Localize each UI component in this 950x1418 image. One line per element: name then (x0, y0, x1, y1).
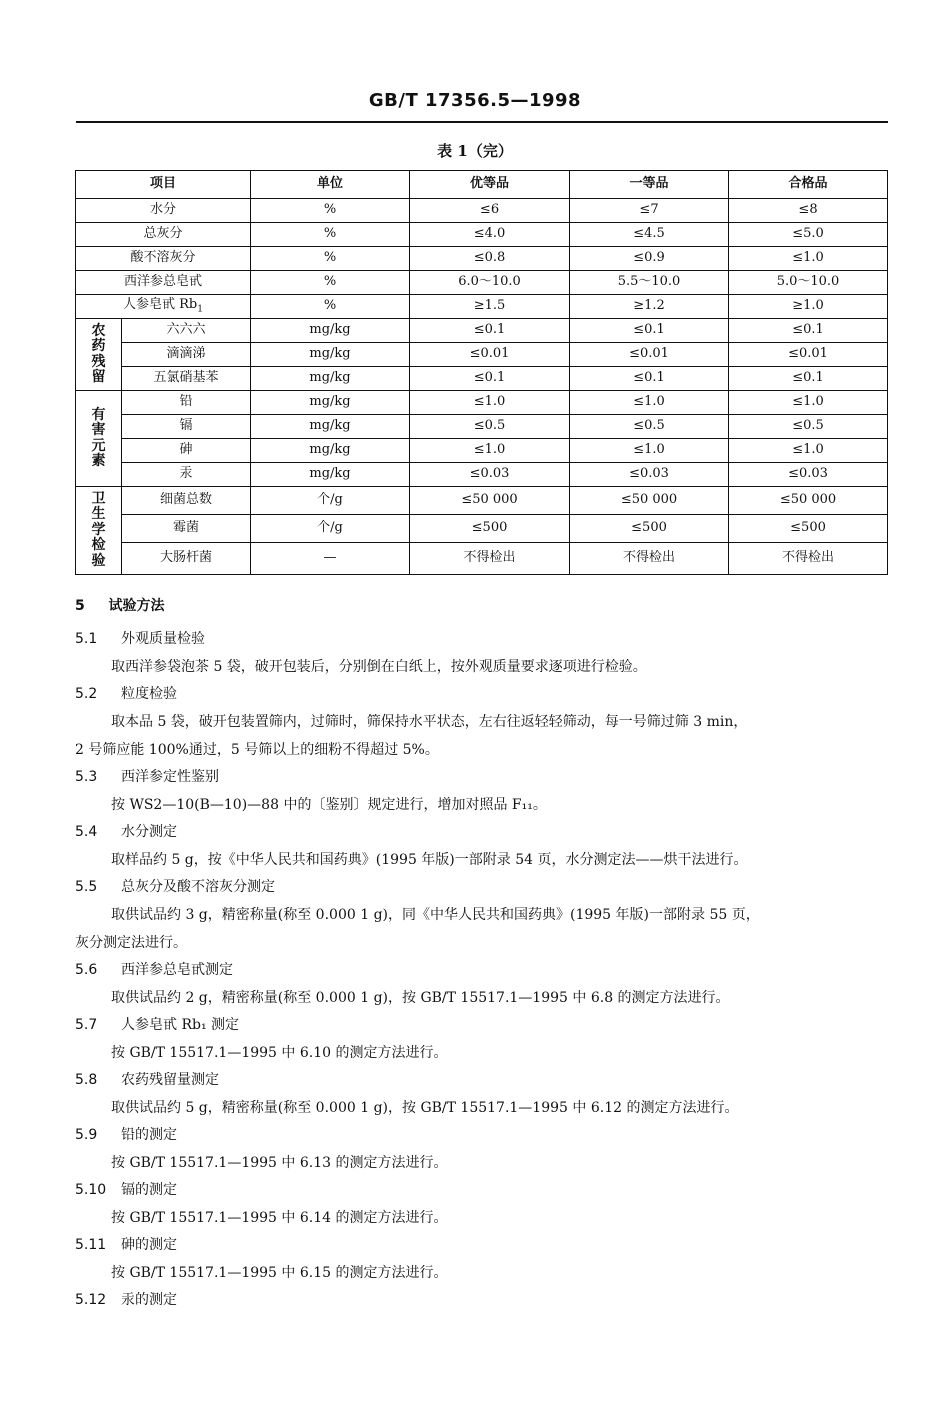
section-title-text: 试验方法 (108, 598, 165, 614)
subsection-title: 西洋参定性鉴别 (121, 769, 219, 785)
subsection-number: 5.7 (75, 1017, 98, 1033)
value-cell: ≤0.1 (570, 319, 729, 343)
unit-cell: mg/kg (251, 343, 410, 367)
section-item (75, 1232, 887, 1287)
group-label-char: 有 (91, 406, 106, 423)
subsection-number: 5.4 (75, 824, 98, 840)
value-cell: ≤1.0 (729, 439, 888, 463)
header-rule (76, 121, 888, 123)
section-5 (75, 592, 887, 1314)
table-row (76, 343, 888, 367)
group-label-char: 元 (91, 437, 106, 454)
paragraph-line: 取供试品约 3 g，精密称量(称至 0.000 1 g)，同《中华人民共和国药典》(1995 年版)一部附录 55 页， (111, 907, 760, 923)
paragraph-line: 灰分测定法进行。 (75, 935, 187, 951)
unit-cell: % (251, 247, 410, 271)
value-cell: ≥1.2 (570, 295, 729, 319)
subsection-title: 农药残留量测定 (121, 1072, 219, 1088)
item-cell: 总灰分 (76, 223, 251, 247)
item-cell: 水分 (76, 199, 251, 223)
table-caption: 表 1（完） (437, 142, 513, 160)
item-cell: 大肠杆菌 (122, 543, 251, 575)
group-label-cell (76, 487, 122, 575)
unit-cell: mg/kg (251, 463, 410, 487)
subsection-heading (75, 957, 887, 984)
table-row (76, 543, 888, 575)
group-label-cell (76, 391, 122, 487)
unit-cell: mg/kg (251, 391, 410, 415)
item-cell: 酸不溶灰分 (76, 247, 251, 271)
section-item (75, 1012, 887, 1067)
unit-cell: 个/g (251, 487, 410, 515)
subsection-heading (75, 626, 887, 653)
table-row (76, 515, 888, 543)
group-label-char: 学 (91, 521, 106, 538)
paragraph-line: 取样品约 5 g，按《中华人民共和国药典》(1995 年版)一部附录 54 页，水分测定法——烘干法进行。 (111, 852, 748, 868)
item-cell: 西洋参总皂甙 (76, 271, 251, 295)
section-item (75, 681, 887, 764)
subsection-heading (75, 764, 887, 791)
value-cell: ≤0.1 (410, 367, 570, 391)
unit-cell: % (251, 271, 410, 295)
item-cell (76, 295, 251, 319)
section-item (75, 957, 887, 1012)
value-cell: ≤1.0 (410, 391, 570, 415)
value-cell: ≤4.5 (570, 223, 729, 247)
value-cell: ≤50 000 (729, 487, 888, 515)
unit-cell: — (251, 543, 410, 575)
value-cell: ≤0.8 (410, 247, 570, 271)
table-row (76, 295, 888, 319)
value-cell: ≤0.1 (729, 319, 888, 343)
unit-cell: mg/kg (251, 439, 410, 463)
subsection-title: 镉的测定 (121, 1182, 177, 1198)
item-cell: 镉 (122, 415, 251, 439)
item-cell: 霉菌 (122, 515, 251, 543)
subsection-heading (75, 1122, 887, 1149)
paragraph-line: 取供试品约 2 g，精密称量(称至 0.000 1 g)，按 GB/T 15517.1—1995 中 6.8 的测定方法进行。 (111, 990, 730, 1006)
value-cell: ≤500 (729, 515, 888, 543)
value-cell: ≤1.0 (570, 439, 729, 463)
value-cell: ≤0.03 (570, 463, 729, 487)
value-cell: ≤1.0 (410, 439, 570, 463)
section-items (75, 626, 887, 1314)
item-cell: 六六六 (122, 319, 251, 343)
group-label-char: 留 (91, 368, 106, 385)
header-cell: 项目 (76, 171, 251, 199)
value-cell: ≤0.5 (570, 415, 729, 439)
table-row (76, 415, 888, 439)
unit-cell: 个/g (251, 515, 410, 543)
item-cell: 滴滴涕 (122, 343, 251, 367)
value-cell: 5.0～10.0 (729, 271, 888, 295)
value-cell: ≤0.01 (570, 343, 729, 367)
subsection-heading (75, 1177, 887, 1204)
subsection-number: 5.5 (75, 879, 98, 895)
table-row (76, 463, 888, 487)
unit-cell: mg/kg (251, 415, 410, 439)
table-row (76, 439, 888, 463)
group-label-char: 卫 (91, 491, 106, 508)
value-cell: ≤500 (410, 515, 570, 543)
group-label-char: 素 (91, 452, 106, 469)
subsection-heading (75, 874, 887, 901)
subsection-number: 5.10 (75, 1182, 107, 1198)
section-item (75, 1122, 887, 1177)
subsection-title: 外观质量检验 (121, 631, 205, 647)
section-item (75, 626, 887, 681)
value-cell: ≤1.0 (729, 247, 888, 271)
value-cell: ≤0.5 (410, 415, 570, 439)
section-item (75, 1177, 887, 1232)
subsection-number: 5.2 (75, 686, 98, 702)
value-cell: 6.0～10.0 (410, 271, 570, 295)
group-label-char: 残 (91, 353, 106, 370)
item-text: 人参皂甙 Rb (123, 296, 198, 312)
header-cell: 优等品 (410, 171, 570, 199)
value-cell: 5.5～10.0 (570, 271, 729, 295)
value-cell: ≤50 000 (410, 487, 570, 515)
subsection-title: 汞的测定 (121, 1292, 177, 1308)
table-row (76, 391, 888, 415)
subsection-title: 西洋参总皂甙测定 (121, 962, 233, 978)
subsection-heading (75, 1067, 887, 1094)
unit-cell: % (251, 199, 410, 223)
subsection-heading (75, 819, 887, 846)
section-title (75, 592, 887, 626)
value-cell: ≤0.03 (410, 463, 570, 487)
table-row (76, 487, 888, 515)
value-cell: ≤0.5 (729, 415, 888, 439)
header-cell: 单位 (251, 171, 410, 199)
item-cell: 细菌总数 (122, 487, 251, 515)
item-cell: 汞 (122, 463, 251, 487)
section-item (75, 1067, 887, 1122)
paragraph-line: 取西洋参袋泡茶 5 袋，破开包装后，分别倒在白纸上，按外观质量要求逐项进行检验。 (111, 659, 647, 675)
section-item (75, 764, 887, 819)
value-cell: ≤1.0 (570, 391, 729, 415)
subsection-number: 5.8 (75, 1072, 98, 1088)
spec-table (75, 170, 888, 575)
subsection-title: 铅的测定 (121, 1127, 177, 1143)
table-row (76, 199, 888, 223)
subsection-heading (75, 1232, 887, 1259)
group-label-char: 害 (91, 422, 106, 439)
header-cell: 合格品 (729, 171, 888, 199)
item-cell: 铅 (122, 391, 251, 415)
value-cell: ≤7 (570, 199, 729, 223)
table-header-row (76, 171, 888, 199)
section-item (75, 1287, 887, 1314)
subsection-number: 5.6 (75, 962, 98, 978)
subsection-title: 水分测定 (121, 824, 177, 840)
paragraph-line: 按 GB/T 15517.1—1995 中 6.13 的测定方法进行。 (111, 1155, 448, 1171)
table-row (76, 319, 888, 343)
item-cell: 五氯硝基苯 (122, 367, 251, 391)
value-cell: 不得检出 (410, 543, 570, 575)
unit-cell: mg/kg (251, 367, 410, 391)
subsection-heading (75, 1287, 887, 1314)
value-cell: ≤8 (729, 199, 888, 223)
unit-cell: % (251, 295, 410, 319)
value-cell: ≤0.9 (570, 247, 729, 271)
item-cell: 砷 (122, 439, 251, 463)
group-label-char: 农 (91, 322, 106, 339)
paragraph-line: 按 WS2—10(B—10)—88 中的〔鉴别〕规定进行，增加对照品 F₁₁。 (111, 797, 547, 813)
section-item (75, 874, 887, 957)
table-row (76, 271, 888, 295)
paragraph-line: 按 GB/T 15517.1—1995 中 6.15 的测定方法进行。 (111, 1265, 448, 1281)
paragraph-line: 按 GB/T 15517.1—1995 中 6.14 的测定方法进行。 (111, 1210, 448, 1226)
group-label-char: 验 (91, 552, 106, 569)
value-cell: ≤0.1 (570, 367, 729, 391)
section-item (75, 819, 887, 874)
value-cell: ≤0.01 (410, 343, 570, 367)
value-cell: ≤0.1 (410, 319, 570, 343)
subsection-number: 5.3 (75, 769, 98, 785)
value-cell: ≤0.01 (729, 343, 888, 367)
value-cell: ≥1.0 (729, 295, 888, 319)
value-cell: 不得检出 (570, 543, 729, 575)
table-row (76, 367, 888, 391)
subsection-title: 人参皂甙 Rb₁ 测定 (121, 1017, 240, 1033)
header-cell: 一等品 (570, 171, 729, 199)
paragraph-line: 按 GB/T 15517.1—1995 中 6.10 的测定方法进行。 (111, 1045, 448, 1061)
subsection-title: 粒度检验 (121, 686, 177, 702)
paragraph-line: 取本品 5 袋，破开包装置筛内，过筛时，筛保持水平状态，左右往返轻轻筛动，每一号筛过筛 3 min， (111, 714, 748, 730)
paragraph-line: 取供试品约 5 g，精密称量(称至 0.000 1 g)，按 GB/T 15517.1—1995 中 6.12 的测定方法进行。 (111, 1100, 739, 1116)
value-cell: ≤1.0 (729, 391, 888, 415)
value-cell: ≤500 (570, 515, 729, 543)
subsection-number: 5.11 (75, 1237, 107, 1253)
paragraph-line: 2 号筛应能 100%通过，5 号筛以上的细粉不得超过 5%。 (75, 742, 439, 758)
table-row (76, 247, 888, 271)
subsection-number: 5.12 (75, 1292, 107, 1308)
value-cell: 不得检出 (729, 543, 888, 575)
subsection-number: 5.1 (75, 631, 98, 647)
item-subscript: 1 (197, 304, 203, 315)
subsection-title: 总灰分及酸不溶灰分测定 (121, 879, 275, 895)
section-number: 5 (75, 598, 85, 614)
subsection-number: 5.9 (75, 1127, 98, 1143)
value-cell: ≤50 000 (570, 487, 729, 515)
table-body (76, 199, 888, 575)
group-label-char: 药 (91, 338, 106, 355)
unit-cell: % (251, 223, 410, 247)
value-cell: ≤0.1 (729, 367, 888, 391)
value-cell: ≤4.0 (410, 223, 570, 247)
value-cell: ≤5.0 (729, 223, 888, 247)
value-cell: ≥1.5 (410, 295, 570, 319)
value-cell: ≤0.03 (729, 463, 888, 487)
subsection-title: 砷的测定 (121, 1237, 177, 1253)
standard-number: GB/T 17356.5—1998 (368, 90, 582, 111)
group-label-char: 检 (91, 537, 106, 554)
subsection-heading (75, 681, 887, 708)
value-cell: ≤6 (410, 199, 570, 223)
group-label-char: 生 (91, 506, 106, 523)
subsection-heading (75, 1012, 887, 1039)
table-row (76, 223, 888, 247)
unit-cell: mg/kg (251, 319, 410, 343)
group-label-cell (76, 319, 122, 391)
